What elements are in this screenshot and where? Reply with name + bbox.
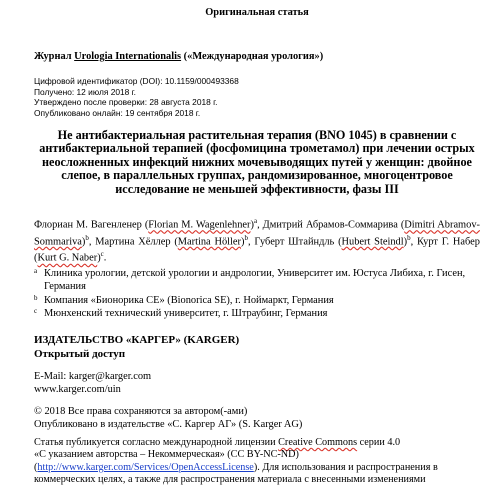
- affiliation-mark: a: [34, 267, 38, 275]
- author-affiliation-mark: c: [100, 250, 104, 259]
- publication-meta: [34, 76, 480, 118]
- license-block: Статья публикуется согласно международной лицензии Creative Commons серии 4.0 «С указанием авторства – Некоммерческая» (CC BY-NC-ND) (http://www.karger.com/Services/OpenAccessLicense). Для использования и распространения в коммерческих целях, а также для распространения материала с внесенными изменениями: [34, 437, 438, 486]
- author-affiliation-mark: a: [253, 217, 258, 225]
- website-link[interactable]: www.karger.com/uin: [34, 384, 121, 395]
- author-affiliation-mark: b: [244, 233, 248, 242]
- journal-prefix: Журнал: [34, 51, 75, 62]
- affiliation-text: Мюнхенский технический университет, г. Штраубинг, Германия: [44, 308, 328, 320]
- affiliation-mark: b: [34, 293, 38, 302]
- publisher-name: ИЗДАТЕЛЬСТВО «КАРГЕР» (KARGER): [34, 334, 240, 346]
- author-latin: Florian M. Wagenlehner: [148, 219, 251, 231]
- affiliation-item: [34, 294, 480, 307]
- author-list: Флориан М. Вагенленер (Florian M. Wagenlehner)$^a$, Дмитрий Абрамов-Соммарива (Dimitri Abramov-Sommariva)$^b$, Мартина Хёллер (Martina Höller)$^b$, Губерт Штайндль (Hubert Steindl)$^b$, Курт Г. Набер (Kurt G. Naber)$^c$.: [34, 217, 480, 264]
- open-access-label: Открытый доступ: [34, 348, 126, 360]
- email-label: E-Mail:: [34, 371, 69, 382]
- meta-published: Опубликовано онлайн: 19 сентября 2018 г.: [34, 107, 201, 118]
- license-url-link[interactable]: http://www.karger.com/Services/OpenAccessLicense: [37, 461, 254, 473]
- journal-line: [34, 51, 480, 64]
- affiliation-mark: c: [34, 307, 38, 316]
- affiliation-text: Клиника урологии, детской урологии и андрологии, Университет им. Юстуса Либиха, г. Гисен, Германия: [44, 268, 466, 293]
- author-latin: Kurt G. Naber: [37, 252, 98, 264]
- document-type: Оригинальная статья: [205, 7, 309, 18]
- author-latin: Hubert Steindl: [341, 236, 404, 248]
- document-type-heading: [34, 7, 480, 20]
- affiliation-item: [34, 267, 480, 294]
- publisher-block: [34, 333, 480, 361]
- author-affiliation-mark: b: [407, 233, 411, 242]
- copyright-block: [34, 405, 480, 432]
- author-name: Дмитрий Абрамов-Соммарива: [262, 219, 398, 231]
- meta-accepted: Утверждено после проверки: 28 августа 2018 г.: [34, 97, 218, 108]
- meta-received: Получено: 12 июля 2018 г.: [34, 86, 137, 97]
- author-name: Мартина Хёллер: [95, 236, 171, 248]
- license-cc-name: Creative Commons: [278, 437, 358, 448]
- author-affiliation-mark: b: [85, 233, 89, 242]
- article-title: Не антибактериальная растительная терапия (BNO 1045) в сравнении с антибактериальной терапией (фосфомицина трометамол) при лечении острых неосложненных инфекций нижних мочевыводящих путей у женщин: двойное слепое, в параллельных группах, рандомизированное, многоцентровое исследование не меньшей эффективности, фазы III: [39, 128, 475, 196]
- license-terms: ). Для использования и распространения в коммерческих целях, а также для распространения материала с внесенными изменениями: [34, 461, 438, 486]
- license-text: Статья публикуется согласно международной лицензии: [34, 437, 279, 448]
- journal-name: Urologia Internationalis: [74, 51, 182, 62]
- published-by-line: Опубликовано в издательстве «С. Каргер АГ» (S. Karger AG): [34, 419, 303, 431]
- affiliation-item: [34, 307, 480, 320]
- email-line: [34, 370, 480, 383]
- license-series: серии 4.0: [357, 437, 401, 448]
- author-latin: Martina Höller: [177, 236, 242, 248]
- affiliation-list: [34, 267, 480, 321]
- author-latin: Dimitri Abramov-Sommariva: [34, 219, 480, 248]
- affiliation-text: Компания «Бионорика СЕ» (Bionorica SE), г. Ноймаркт, Германия: [44, 294, 334, 306]
- journal-suffix: («Международная урология»): [181, 51, 324, 62]
- meta-doi: Цифровой идентификатор (DOI): 10.1159/000493368: [34, 76, 239, 86]
- author-name: Флориан М. Вагенленер: [34, 219, 142, 231]
- email-link[interactable]: karger@karger.com: [68, 371, 152, 382]
- copyright-line: © 2018 Все права сохраняются за автором(-ами): [34, 406, 248, 417]
- author-name: Курт Г. Набер: [416, 236, 480, 248]
- contact-block: [34, 370, 480, 396]
- author-name: Губерт Штайндль: [254, 236, 335, 248]
- license-type: «С указанием авторства – Некоммерческая» (CC BY-NC-ND): [34, 449, 299, 461]
